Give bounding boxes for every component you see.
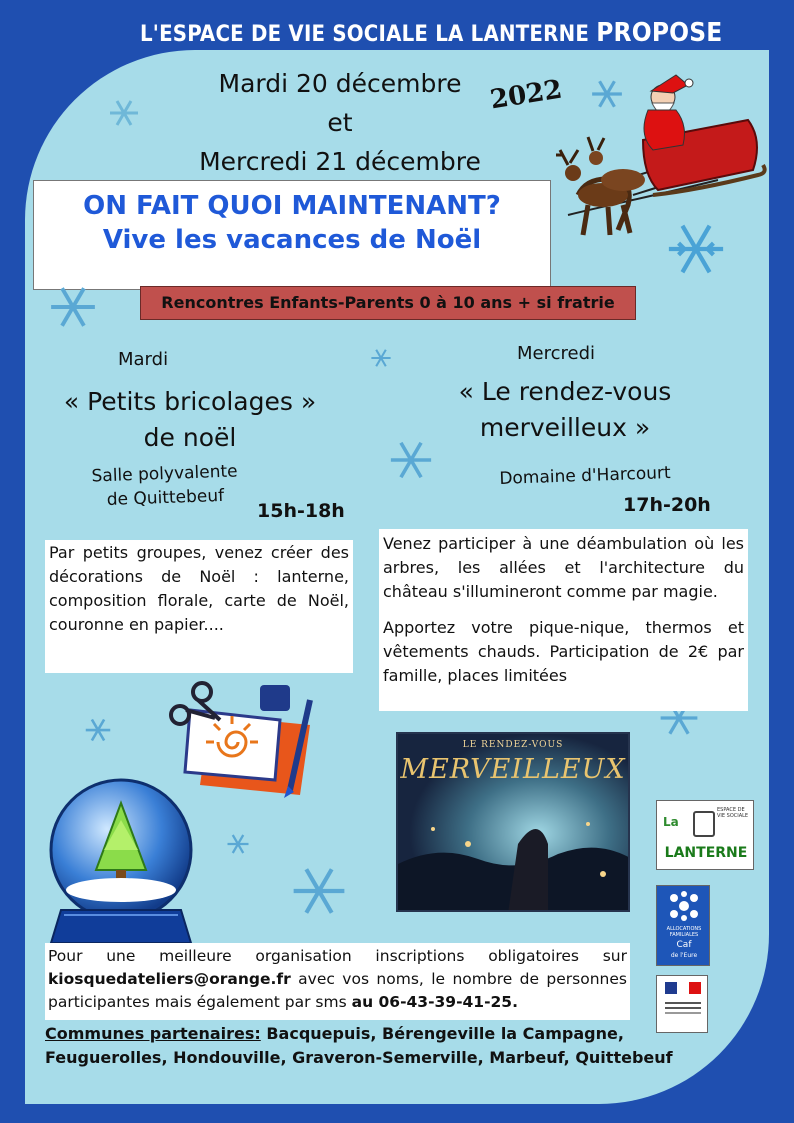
prefecture-text-lines <box>665 1002 701 1004</box>
snowflake-icon <box>665 218 727 280</box>
merveilleux-poster-image <box>396 732 630 912</box>
la-lanterne-logo-side: ESPACE DE VIE SOCIALE <box>717 807 749 819</box>
mardi-day-label: Mardi <box>118 349 169 370</box>
audience-banner: Rencontres Enfants-Parents 0 à 10 ans + si fratrie <box>140 286 636 320</box>
caf-logo-line-2: Caf <box>676 940 692 950</box>
header-title <box>140 18 790 48</box>
mercredi-day-label: Mercredi <box>517 343 596 364</box>
registration-text-2: avec vos noms, le nombre de personnes participantes mais également par sms <box>48 970 627 1011</box>
mercredi-event-line-2: merveilleux » <box>479 413 651 442</box>
snowflake-icon <box>108 97 140 129</box>
mercredi-location: Domaine d'Harcourt <box>499 463 671 489</box>
registration-phone: au 06-43-39-41-25. <box>351 993 518 1011</box>
santa-sleigh-illustration <box>548 55 768 255</box>
mercredi-event-line-1: « Le rendez-vous <box>458 377 672 406</box>
mardi-time: 15h-18h <box>257 500 345 522</box>
snowflake-icon <box>590 77 624 111</box>
date-line-2: et <box>327 108 353 137</box>
poster-subtitle: LE RENDEZ-VOUS <box>462 740 564 750</box>
mardi-description: Par petits groupes, venez créer des décorations de Noël : lanterne, composition florale, carte de Noël, couronne en papier.... <box>49 543 349 634</box>
mardi-event-line-1: « Petits bricolages » <box>63 387 317 416</box>
mercredi-description-2: Apportez votre pique-nique, thermos et vêtements chauds. Participation de 2€ par famille, places limitées <box>383 618 744 685</box>
la-lanterne-logo-text: LANTERNE <box>664 845 748 861</box>
mercredi-description-box <box>379 529 748 711</box>
poster-title: MERVEILLEUX <box>400 754 626 785</box>
mardi-event-title <box>30 384 350 456</box>
snowflake-icon <box>84 716 112 744</box>
caf-logo-line-3: de l'Eure <box>670 952 698 959</box>
header-prefix: L'ESPACE DE VIE SOCIALE LA LANTERNE <box>140 22 590 47</box>
mardi-event-line-2: de noël <box>143 423 237 452</box>
la-lanterne-logo-top: La <box>663 815 679 829</box>
snowflake-icon <box>48 282 98 332</box>
snowflake-icon <box>290 862 348 920</box>
registration-text-1: Pour une meilleure organisation inscriptions obligatoires sur <box>48 947 627 965</box>
snowflake-icon <box>226 832 250 856</box>
lantern-icon <box>693 811 715 837</box>
main-title-box <box>33 180 551 290</box>
date-line-3: Mercredi 21 décembre <box>199 147 481 176</box>
caf-emblem-icon <box>657 886 710 926</box>
main-subtitle: Vive les vacances de Noël <box>102 225 482 255</box>
french-flag-icon <box>665 982 701 994</box>
snowflake-icon <box>370 347 392 369</box>
header-suffix: PROPOSE <box>596 18 723 48</box>
partner-communes-list: Bacquepuis, Bérengeville la Campagne, Feuguerolles, Hondouville, Graveron-Semerville, Marbeuf, Quittebeuf <box>45 1024 673 1067</box>
year-label: 2022 <box>488 74 565 116</box>
caf-logo-line-1: ALLOCATIONS FAMILIALES <box>666 926 702 938</box>
partner-communes <box>45 1022 685 1070</box>
mardi-location <box>79 459 251 513</box>
main-title: ON FAIT QUOI MAINTENANT? <box>83 191 501 221</box>
partner-communes-label: Communes partenaires: <box>45 1024 261 1043</box>
caf-logo <box>656 885 710 966</box>
mercredi-time: 17h-20h <box>623 494 711 516</box>
registration-email[interactable]: kiosquedateliers@orange.fr <box>48 970 291 988</box>
la-lanterne-logo <box>656 800 754 870</box>
mardi-location-line-1: Salle polyvalente <box>91 461 238 487</box>
registration-info <box>45 943 630 1020</box>
date-line-1: Mardi 20 décembre <box>218 69 462 98</box>
snow-globe-illustration <box>36 775 206 950</box>
mercredi-event-title <box>415 374 715 446</box>
mardi-description-box <box>45 540 353 673</box>
event-dates <box>150 64 530 181</box>
mardi-location-line-2: de Quittebeuf <box>106 485 225 511</box>
mercredi-description-1: Venez participer à une déambulation où les arbres, les allées et l'architecture du château s'illumineront comme par magie. <box>383 534 744 601</box>
